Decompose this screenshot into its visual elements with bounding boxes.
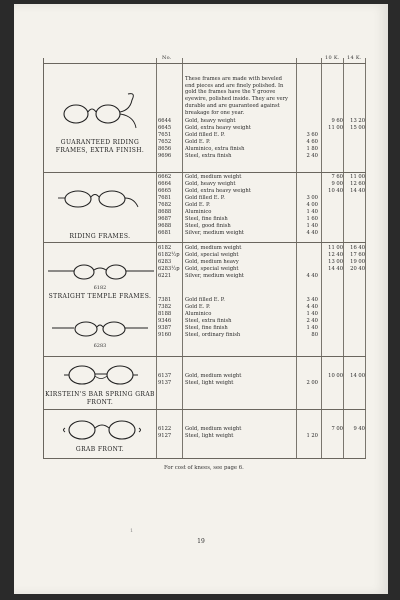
price-10k-cell: 13 00 <box>328 259 343 265</box>
item-number: 8656 <box>158 146 172 152</box>
price-cell: 4 60 <box>306 139 318 145</box>
table-row <box>44 259 366 266</box>
table-row <box>44 273 366 280</box>
item-description: Aluminico, extra finish <box>185 146 245 152</box>
price-14k-cell: 14 40 <box>350 188 365 194</box>
price-10k-cell: 10 00 <box>328 373 343 379</box>
price-10k-cell: 9 60 <box>331 118 343 124</box>
item-description: Gold, medium heavy <box>185 259 239 265</box>
item-description: Gold, medium weight <box>185 174 242 180</box>
item-number: 6644 <box>158 118 172 124</box>
item-number: 6664 <box>158 181 172 187</box>
price-cell: 1 40 <box>306 223 318 229</box>
item-description: Gold E. P. <box>185 202 211 208</box>
section-guaranteed <box>44 64 366 174</box>
item-description: Gold E. P. <box>185 304 211 310</box>
price-10k-cell: 7 60 <box>331 174 343 180</box>
label-riding: RIDING FRAMES. <box>69 233 131 240</box>
price-cell: 2 40 <box>306 318 318 324</box>
item-number: 8688 <box>158 209 172 215</box>
table-row <box>44 216 366 223</box>
table-row <box>44 188 366 195</box>
table-row <box>44 132 366 139</box>
item-number: 6122 <box>158 426 172 432</box>
item-description: Gold filled E. P. <box>185 195 225 201</box>
price-10k-cell: 12 40 <box>328 252 343 258</box>
price-table <box>43 55 366 459</box>
price-14k-cell: 19 00 <box>350 259 365 265</box>
table-row <box>44 380 366 387</box>
price-cell: 80 <box>311 332 318 338</box>
item-description: Aluminico <box>185 311 212 317</box>
price-cell: 3 40 <box>306 297 318 303</box>
header-10k: 10 K. <box>325 55 340 61</box>
item-description: Gold, heavy weight <box>185 118 236 124</box>
item-description: Gold filled E. P. <box>185 132 225 138</box>
item-description: Gold, medium weight <box>185 426 242 432</box>
price-cell: 3 00 <box>306 195 318 201</box>
item-number: 7652 <box>158 139 172 145</box>
item-description: Aluminico <box>185 209 212 215</box>
label-straight: STRAIGHT TEMPLE FRAMES. <box>48 293 152 300</box>
item-description: Silver, medium weight <box>185 230 244 236</box>
item-number: 9346 <box>158 318 172 324</box>
price-14k-cell: 11 00 <box>350 174 365 180</box>
table-row <box>44 332 366 339</box>
price-14k-cell: 13 20 <box>350 118 365 124</box>
price-10k-cell: 7 00 <box>331 426 343 432</box>
price-cell: 1 20 <box>306 433 318 439</box>
item-description: Silver, medium weight <box>185 273 244 279</box>
item-description: Gold, heavy weight <box>185 181 236 187</box>
item-number: 8188 <box>158 311 172 317</box>
price-cell: 4 40 <box>306 273 318 279</box>
item-number: 6681 <box>158 230 172 236</box>
table-row <box>44 139 366 146</box>
catalog-page <box>14 4 388 594</box>
price-cell: 4 00 <box>306 202 318 208</box>
item-number: 6182½p <box>158 252 180 258</box>
label-guaranteed: GUARANTEED RIDING FRAMES, EXTRA FINISH. <box>55 139 145 154</box>
frame-code-6283: 6283 <box>93 343 107 349</box>
item-number: 7682 <box>158 202 172 208</box>
item-number: 9160 <box>158 332 172 338</box>
price-14k-cell: 16 40 <box>350 245 365 251</box>
item-number: 6283½p <box>158 266 180 272</box>
table-row <box>44 118 366 125</box>
item-number: 6221 <box>158 273 172 279</box>
item-number: 9696 <box>158 153 172 159</box>
item-description: Gold filled E. P. <box>185 297 225 303</box>
item-number: 6665 <box>158 188 172 194</box>
table-row <box>44 202 366 209</box>
price-cell: 1 40 <box>306 209 318 215</box>
item-description: Steel, fine finish <box>185 325 228 331</box>
item-number: 9387 <box>158 325 172 331</box>
price-cell: 3 60 <box>306 132 318 138</box>
item-number: 7382 <box>158 304 172 310</box>
table-row <box>44 266 366 273</box>
table-row <box>44 146 366 153</box>
header-14k: 14 K. <box>347 55 362 61</box>
table-row <box>44 230 366 237</box>
table-row <box>44 174 366 181</box>
item-description: Steel, fine finish <box>185 216 228 222</box>
item-description: Steel, extra finish <box>185 318 232 324</box>
item-number: 7681 <box>158 195 172 201</box>
item-description: Steel, ordinary finish <box>185 332 241 338</box>
item-description: Steel, extra finish <box>185 153 232 159</box>
table-row <box>44 181 366 188</box>
price-cell: 1 60 <box>306 216 318 222</box>
item-description: Gold, special weight <box>185 266 239 272</box>
item-number: 6182 <box>158 245 172 251</box>
price-10k-cell: 11 00 <box>328 245 343 251</box>
table-row <box>44 209 366 216</box>
header-no: No. <box>162 55 172 61</box>
label-kirstein: KIRSTEIN'S BAR SPRING GRAB FRONT. <box>45 391 155 406</box>
table-row <box>44 318 366 325</box>
table-row <box>44 433 366 440</box>
item-number: 9137 <box>158 380 172 386</box>
item-number: 7381 <box>158 297 172 303</box>
price-14k-cell: 20 40 <box>350 266 365 272</box>
price-cell: 1 80 <box>306 146 318 152</box>
price-14k-cell: 14 00 <box>350 373 365 379</box>
item-description: Gold, extra heavy weight <box>185 125 251 131</box>
section-straight <box>44 243 366 368</box>
item-description: Gold, medium weight <box>185 373 242 379</box>
table-row <box>44 153 366 160</box>
table-row <box>44 297 366 304</box>
price-14k-cell: 15 00 <box>350 125 365 131</box>
price-cell: 2 00 <box>306 380 318 386</box>
item-description: Steel, good finish <box>185 223 231 229</box>
label-grab: GRAB FRONT. <box>75 446 125 453</box>
table-row <box>44 223 366 230</box>
price-cell: 1 40 <box>306 311 318 317</box>
price-10k-cell: 10 40 <box>328 188 343 194</box>
item-number: 6645 <box>158 125 172 131</box>
table-row <box>44 195 366 202</box>
price-cell: 2 40 <box>306 153 318 159</box>
section-grab <box>44 410 366 458</box>
item-description: Steel, light weight <box>185 433 234 439</box>
table-row <box>44 252 366 259</box>
page-number: 19 <box>197 538 205 545</box>
item-number: 9127 <box>158 433 172 439</box>
table-row <box>44 373 366 380</box>
table-row <box>44 426 366 433</box>
price-cell: 1 40 <box>306 325 318 331</box>
intro-paragraph: These frames are made with beveled end pieces and are finely polished. In gold the frames have the Y groove eyewire, polished inside. They are very durable and are guaranteed against breakage for one year. <box>185 76 288 116</box>
frame-code-6182: 6182 <box>93 285 107 291</box>
section-riding <box>44 173 366 248</box>
item-number: 9688 <box>158 223 172 229</box>
section-kirstein <box>44 357 366 410</box>
table-row <box>44 311 366 318</box>
price-10k-cell: 14 40 <box>328 266 343 272</box>
item-description: Gold E. P. <box>185 139 211 145</box>
pencil-mark: 1 <box>130 528 134 534</box>
price-10k-cell: 9 00 <box>331 181 343 187</box>
price-14k-cell: 9 40 <box>353 426 365 432</box>
table-row <box>44 325 366 332</box>
price-cell: 4 40 <box>306 230 318 236</box>
table-row <box>44 304 366 311</box>
item-number: 6662 <box>158 174 172 180</box>
item-number: 7651 <box>158 132 172 138</box>
footnote: For cost of knees, see page 6. <box>164 465 244 471</box>
item-description: Steel, light weight <box>185 380 234 386</box>
item-description: Gold, medium weight <box>185 245 242 251</box>
price-10k-cell: 11 00 <box>328 125 343 131</box>
item-description: Gold, special weight <box>185 252 239 258</box>
item-number: 6283 <box>158 259 172 265</box>
table-row <box>44 245 366 252</box>
price-14k-cell: 17 60 <box>350 252 365 258</box>
item-number: 9687 <box>158 216 172 222</box>
item-description: Gold, extra heavy weight <box>185 188 251 194</box>
price-cell: 4 40 <box>306 304 318 310</box>
table-row <box>44 125 366 132</box>
item-number: 6137 <box>158 373 172 379</box>
price-14k-cell: 12 60 <box>350 181 365 187</box>
